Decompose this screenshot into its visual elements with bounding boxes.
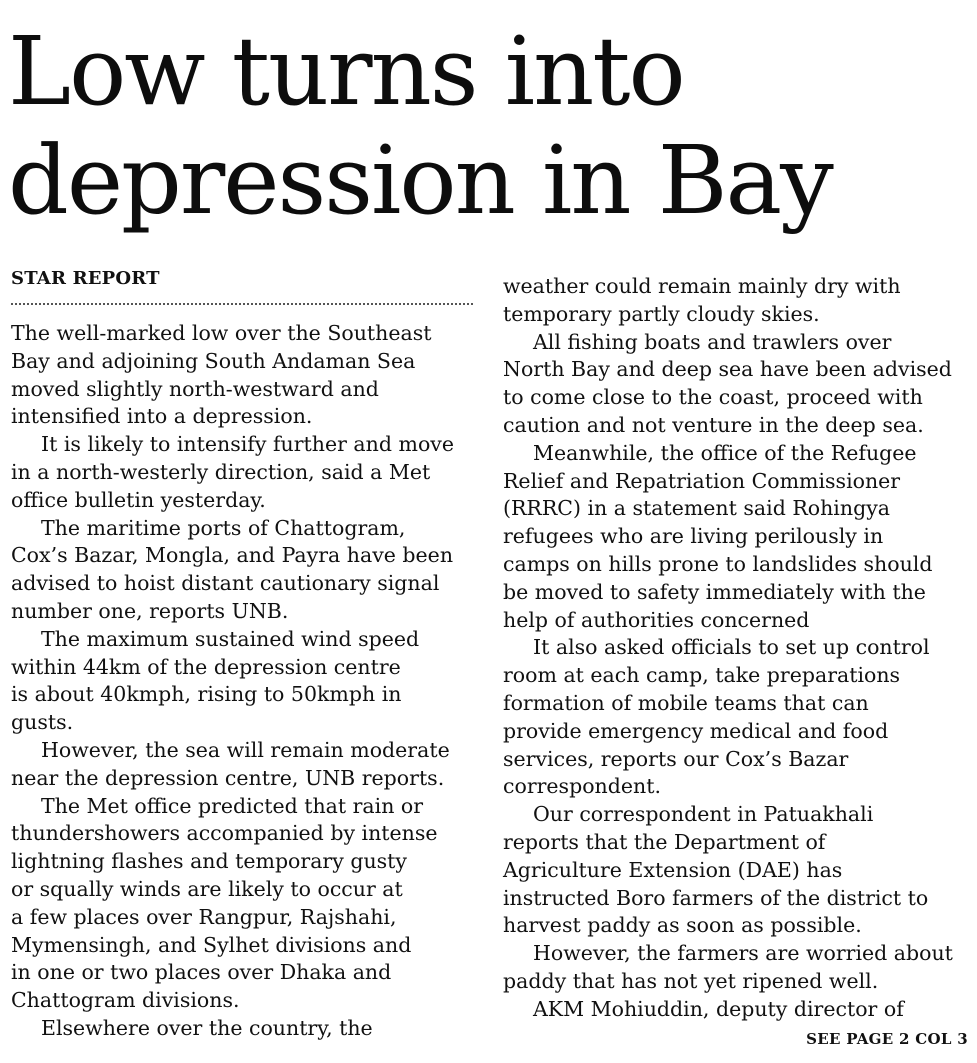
headline-line: depression in Bay	[8, 126, 832, 236]
article-text-line: near the depression centre, UNB reports.	[11, 765, 445, 790]
article-text-line: help of authorities concerned	[503, 607, 810, 632]
article-text-line: Our correspondent in Patuakhali	[533, 802, 874, 827]
article-text-line: thundershowers accompanied by intense	[11, 821, 438, 846]
article-column-right	[503, 273, 973, 1024]
article-text-line: within 44km of the depression centre	[11, 654, 401, 679]
article-text-line: Meanwhile, the office of the Refugee	[533, 440, 917, 465]
article-text-line: (RRRC) in a statement said Rohingya	[503, 496, 890, 521]
article-text-line: Elsewhere over the country, the	[41, 1015, 373, 1040]
article-text-line: lightning flashes and temporary gusty	[11, 849, 407, 874]
article-text-line: be moved to safety immediately with the	[503, 579, 926, 604]
article-text-line: temporary partly cloudy skies.	[503, 301, 820, 326]
article-text-line: However, the sea will remain moderate	[41, 737, 450, 762]
article-text-line: It also asked officials to set up control	[533, 635, 930, 660]
article-text-line: number one, reports UNB.	[11, 598, 289, 623]
article-text-line: to come close to the coast, proceed with	[503, 385, 923, 410]
article-text-line: formation of mobile teams that can	[503, 690, 869, 715]
article-text-line: AKM Mohiuddin, deputy director of	[533, 996, 904, 1021]
dotted-divider	[11, 303, 473, 305]
article-text-line: advised to hoist distant cautionary signal	[11, 571, 440, 596]
article-text-line: is about 40kmph, rising to 50kmph in	[11, 682, 402, 707]
article-text-line: moved slightly north-westward and	[11, 376, 379, 401]
article-text-line: provide emergency medical and food	[503, 718, 889, 743]
article-text-line: Mymensingh, and Sylhet divisions and	[11, 932, 412, 957]
article-text-line: paddy that has not yet ripened well.	[503, 968, 879, 993]
article-text-line: in a north-westerly direction, said a Met	[11, 459, 431, 484]
article-text-line: North Bay and deep sea have been advised	[503, 357, 952, 382]
article-text-line: caution and not venture in the deep sea.	[503, 412, 924, 437]
article-text-line: The Met office predicted that rain or	[41, 793, 424, 818]
continuation-jump-line[interactable]: SEE PAGE 2 COL 3	[806, 1030, 968, 1048]
article-column-left	[11, 320, 481, 1043]
article-text-line: reports that the Department of	[503, 829, 826, 854]
article-text-line: instructed Boro farmers of the district to	[503, 885, 929, 910]
article-text-line: Agriculture Extension (DAE) has	[503, 857, 843, 882]
article-text-line: correspondent.	[503, 774, 661, 799]
article-text-line: gusts.	[11, 710, 74, 735]
article-text-line: in one or two places over Dhaka and	[11, 960, 392, 985]
headline	[8, 18, 968, 236]
article-text-line: services, reports our Cox’s Bazar	[503, 746, 849, 771]
article-text-line: office bulletin yesterday.	[11, 487, 266, 512]
article-text-line: intensified into a depression.	[11, 404, 313, 429]
article-text-line: or squally winds are likely to occur at	[11, 876, 403, 901]
headline-line: Low turns into	[8, 17, 684, 127]
article-text-line: The maximum sustained wind speed	[41, 626, 420, 651]
article-text-line: camps on hills prone to landslides should	[503, 551, 933, 576]
article-text-line: All fishing boats and trawlers over	[533, 329, 892, 354]
article-text-line: Bay and adjoining South Andaman Sea	[11, 348, 416, 373]
article-text-line: Cox’s Bazar, Mongla, and Payra have been	[11, 543, 454, 568]
byline: STAR REPORT	[11, 268, 160, 289]
article-text-line: Chattogram divisions.	[11, 988, 240, 1013]
article-text-line: room at each camp, take preparations	[503, 663, 901, 688]
article-text-line: weather could remain mainly dry with	[503, 274, 901, 298]
article-text-line: However, the farmers are worried about	[533, 941, 953, 966]
article-text-line: refugees who are living perilously in	[503, 524, 884, 549]
article-text-line: a few places over Rangpur, Rajshahi,	[11, 904, 397, 929]
article-text-line: Relief and Repatriation Commissioner	[503, 468, 901, 493]
article-text-line: The maritime ports of Chattogram,	[41, 515, 406, 540]
article-text-line: harvest paddy as soon as possible.	[503, 913, 862, 938]
article-text-line: It is likely to intensify further and move	[41, 432, 454, 457]
article-text-line: The well-marked low over the Southeast	[11, 321, 432, 345]
